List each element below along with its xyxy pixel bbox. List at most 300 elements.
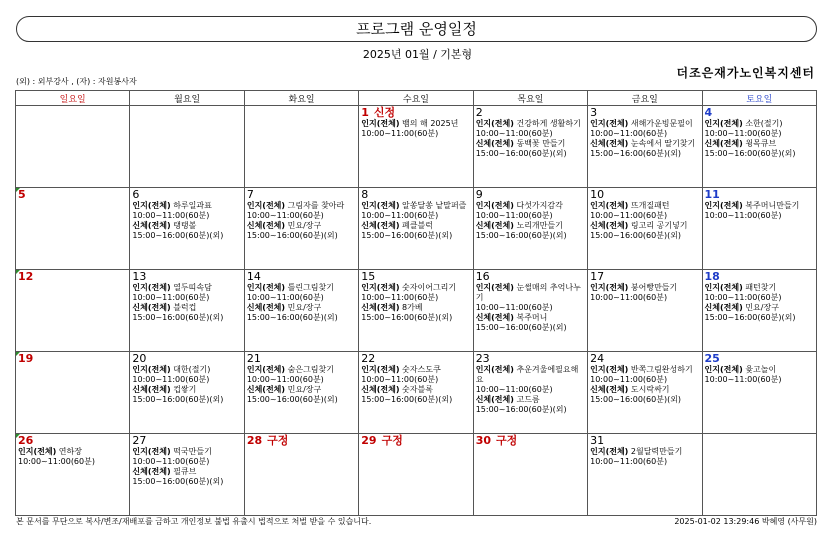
event-category: 인지(전체) (132, 283, 171, 292)
cell-corner-marker (16, 188, 20, 192)
day-number-text: 16 (475, 270, 490, 283)
event-name: 그림자를 찾아라 (287, 201, 345, 210)
day-number (361, 107, 470, 119)
event-category: 인지(전체) (704, 201, 743, 210)
event-category: 인지(전체) (590, 201, 629, 210)
event-category: 신체(전체) (132, 467, 171, 476)
event-title (476, 395, 585, 405)
event-category: 인지(전체) (18, 447, 57, 456)
event-category: 인지(전체) (590, 283, 629, 292)
event-title (590, 119, 699, 129)
day-number (590, 271, 699, 283)
event-name: 뱀의 해 2025년 (402, 119, 459, 128)
day-number (361, 435, 470, 447)
event-title (476, 139, 585, 149)
event-name: 연하장 (58, 447, 82, 456)
event-category: 신체(전체) (132, 303, 171, 312)
event-category: 신체(전체) (475, 221, 514, 230)
event-time: 15:00~16:00(60분)(외) (704, 313, 796, 322)
calendar-week-row (16, 352, 817, 434)
event-title (132, 467, 241, 477)
day-number-text: 5 (18, 188, 26, 201)
day-number (18, 189, 127, 201)
day-number (705, 271, 814, 283)
calendar-day-cell (473, 106, 587, 188)
event-name: 민요/장구 (287, 303, 322, 312)
event-name: 동백꽃 만들기 (516, 139, 566, 148)
event-title (590, 139, 699, 149)
event-title (476, 365, 585, 385)
event-title (590, 447, 699, 457)
footer-notice: 본 문서를 무단으로 복사/변조/재배포를 금하고 개인정보 불법 유출시 법적으로 처벌 받을 수 있습니다. (16, 517, 372, 526)
event-category: 인지(전체) (361, 201, 400, 210)
event-name: 블럭컵 (173, 303, 197, 312)
day-number-text: 20 (132, 352, 147, 365)
day-number-text: 31 (590, 434, 605, 447)
event-time: 15:00~16:00(60분)(외) (590, 231, 682, 240)
event-time: 10:00~11:00(60분) (246, 211, 324, 220)
calendar-day-cell (359, 352, 473, 434)
event-title (590, 365, 699, 375)
day-number (705, 353, 814, 365)
event-category: 신체(전체) (246, 221, 286, 230)
day-number (247, 271, 356, 283)
calendar-day-cell (130, 352, 244, 434)
event-title (132, 385, 241, 395)
calendar-day-cell (702, 352, 816, 434)
calendar-table (15, 90, 817, 516)
day-number (361, 353, 470, 365)
event-name: 열두띠속담 (173, 283, 212, 292)
calendar-week-row (16, 188, 817, 270)
event-time: 15:00~16:00(60분)(외) (132, 231, 224, 240)
event-category: 인지(전체) (704, 283, 743, 292)
weekday-thursday: 목요일 (473, 91, 587, 106)
event-title (590, 221, 699, 231)
calendar-day-cell (16, 434, 130, 516)
day-number-text: 25 (704, 352, 720, 365)
event-title (476, 283, 585, 303)
event-name: 도시락싸기 (630, 385, 670, 394)
event-name: 컵쌓기 (173, 385, 197, 394)
weekday-tuesday: 화요일 (244, 91, 358, 106)
day-number (476, 271, 585, 283)
footer-timestamp: 2025-01-02 13:29:46 박혜영 (사무원) (674, 517, 817, 526)
calendar-day-cell (130, 434, 244, 516)
calendar-week-row (16, 106, 817, 188)
event-time: 10:00~11:00(60분) (590, 457, 668, 466)
day-number (476, 435, 585, 447)
event-category: 인지(전체) (132, 447, 171, 456)
calendar-day-cell (588, 270, 702, 352)
day-number (705, 189, 814, 201)
day-number-text: 13 (132, 270, 147, 283)
event-category: 인지(전체) (704, 119, 743, 128)
event-category: 인지(전체) (246, 365, 286, 374)
day-number (590, 353, 699, 365)
event-time: 10:00~11:00(60분) (590, 129, 668, 138)
event-time: 10:00~11:00(60분) (132, 211, 210, 220)
event-time: 15:00~16:00(60분)(외) (361, 313, 453, 322)
calendar-day-cell (359, 270, 473, 352)
event-time: 10:00~11:00(60분) (704, 211, 782, 220)
event-time: 15:00~16:00(60분)(외) (590, 149, 682, 158)
holiday-label: 구정 (381, 434, 403, 447)
event-name: 숨은그림찾기 (287, 365, 334, 374)
calendar-day-cell (702, 188, 816, 270)
cell-corner-marker (16, 352, 20, 356)
day-number (132, 435, 241, 447)
event-time: 10:00~11:00(60분) (361, 293, 439, 302)
event-time: 10:00~11:00(60분) (704, 293, 782, 302)
event-title (705, 365, 814, 375)
calendar-day-cell (244, 434, 358, 516)
event-time: 15:00~16:00(60분)(외) (361, 231, 453, 240)
weekday-saturday: 토요일 (702, 91, 816, 106)
event-category: 신체(전체) (132, 385, 171, 394)
day-number (18, 435, 127, 447)
event-title (247, 365, 356, 375)
event-category: 인지(전체) (590, 365, 629, 374)
calendar-week-row (16, 270, 817, 352)
event-time: 15:00~16:00(60분)(외) (132, 395, 224, 404)
organization-name: 더조은재가노인복지센터 (676, 66, 815, 80)
calendar-day-cell (16, 188, 130, 270)
legend-text: (외) : 외부강사 , (자) : 자원봉사자 (16, 77, 137, 86)
day-number-text: 28 (246, 434, 263, 447)
event-time: 15:00~16:00(60분)(외) (590, 395, 682, 404)
day-number-text: 21 (246, 352, 261, 365)
day-number-text: 26 (18, 434, 34, 447)
event-title (132, 221, 241, 231)
event-category: 신체(전체) (590, 385, 629, 394)
calendar-day-cell (473, 188, 587, 270)
event-name: 민요/장구 (745, 303, 779, 312)
event-title (247, 201, 356, 211)
event-category: 신체(전체) (361, 385, 400, 394)
day-number (18, 271, 127, 283)
holiday-label: 구정 (267, 434, 289, 447)
event-name: 폐클블럭 (402, 221, 433, 230)
day-number-text: 9 (475, 188, 483, 201)
day-number (361, 189, 470, 201)
day-number-text: 7 (246, 188, 254, 201)
event-name: 하루일과표 (173, 201, 212, 210)
calendar-day-cell (244, 352, 358, 434)
calendar-day-cell (702, 434, 816, 516)
day-number (705, 107, 814, 119)
day-number-text: 1 (361, 106, 369, 119)
event-category: 인지(전체) (590, 119, 629, 128)
event-time: 10:00~11:00(60분) (132, 293, 210, 302)
event-title (132, 201, 241, 211)
day-number-text: 10 (590, 188, 605, 201)
calendar-day-cell (588, 434, 702, 516)
event-time: 10:00~11:00(60분) (18, 457, 95, 466)
event-category: 신체(전체) (704, 139, 743, 148)
event-time: 15:00~16:00(60분)(외) (475, 231, 567, 240)
page-title: 프로그램 운영일정 (16, 16, 817, 42)
day-number (590, 189, 699, 201)
event-time: 15:00~16:00(60분)(외) (475, 405, 567, 414)
event-name: 반쪽그림완성하기 (630, 365, 693, 374)
event-time: 15:00~16:00(60분)(외) (246, 395, 338, 404)
event-title (705, 119, 814, 129)
event-category: 신체(전체) (361, 221, 400, 230)
event-name: 복주머니 (516, 313, 548, 322)
calendar-day-cell (130, 188, 244, 270)
cell-corner-marker (16, 434, 20, 438)
day-number-text: 29 (361, 434, 377, 447)
day-number-text: 12 (18, 270, 34, 283)
event-title (590, 385, 699, 395)
event-title (705, 201, 814, 211)
event-name: 눈속에서 딸기찾기 (630, 139, 696, 148)
event-category: 신체(전체) (590, 139, 629, 148)
calendar-day-cell (130, 106, 244, 188)
holiday-label: 구정 (496, 434, 518, 447)
event-category: 신체(전체) (475, 395, 514, 404)
event-category: 인지(전체) (132, 201, 171, 210)
event-name: 숫자블록 (402, 385, 433, 394)
event-name: 대한(절기) (173, 365, 211, 374)
calendar-day-cell (16, 106, 130, 188)
cell-corner-marker (16, 270, 20, 274)
event-category: 신체(전체) (246, 303, 286, 312)
day-number-text: 15 (361, 270, 376, 283)
calendar-day-cell (702, 106, 816, 188)
event-time: 15:00~16:00(60분)(외) (132, 313, 224, 322)
event-time: 10:00~11:00(60분) (590, 293, 668, 302)
event-title (705, 139, 814, 149)
event-name: 탱탱볼 (173, 221, 197, 230)
event-name: 민요/장구 (287, 385, 322, 394)
day-number-text: 30 (475, 434, 491, 447)
calendar-day-cell (359, 434, 473, 516)
event-time: 15:00~16:00(60분)(외) (246, 313, 338, 322)
calendar-day-cell (130, 270, 244, 352)
calendar-day-cell (244, 270, 358, 352)
event-name: 노리개만들기 (516, 221, 563, 230)
event-title (247, 221, 356, 231)
event-time: 10:00~11:00(60분) (475, 211, 553, 220)
event-time: 10:00~11:00(60분) (475, 385, 553, 394)
day-number (18, 353, 127, 365)
event-title (476, 201, 585, 211)
event-time: 15:00~16:00(60분)(외) (704, 149, 796, 158)
event-title (705, 303, 814, 313)
event-time: 10:00~11:00(60분) (475, 303, 553, 312)
event-category: 신체(전체) (704, 303, 743, 312)
event-title (247, 283, 356, 293)
event-name: 복주머니만들기 (745, 201, 800, 210)
event-category: 신체(전체) (246, 385, 286, 394)
calendar-week-row (16, 434, 817, 516)
calendar-day-cell (16, 270, 130, 352)
event-title (361, 283, 470, 293)
calendar-day-cell (359, 106, 473, 188)
calendar-body (16, 106, 817, 516)
event-name: 새해가운빙문필이 (630, 119, 693, 128)
event-title (361, 201, 470, 211)
day-number (590, 107, 699, 119)
event-name: 2월달력만들기 (630, 447, 683, 456)
day-number-text: 27 (132, 434, 147, 447)
day-number-text: 11 (704, 188, 720, 201)
day-number-text: 2 (475, 106, 483, 119)
event-category: 인지(전체) (361, 283, 400, 292)
event-category: 신체(전체) (361, 303, 400, 312)
day-number-text: 8 (361, 188, 369, 201)
event-title (476, 313, 585, 323)
event-name: 붕어빵만들기 (630, 283, 678, 292)
calendar-day-cell (473, 270, 587, 352)
day-number (132, 353, 241, 365)
event-title (705, 283, 814, 293)
holiday-label: 신정 (373, 106, 396, 119)
event-time: 10:00~11:00(60분) (246, 293, 324, 302)
day-number (476, 107, 585, 119)
event-name: 숫자이어그리기 (402, 283, 457, 292)
event-category: 신체(전체) (590, 221, 629, 230)
weekday-sunday: 일요일 (16, 91, 130, 106)
event-time: 15:00~16:00(60분)(외) (475, 149, 567, 158)
day-number-text: 4 (704, 106, 713, 119)
event-title (476, 221, 585, 231)
event-title (361, 385, 470, 395)
calendar-day-cell (359, 188, 473, 270)
event-name: 민요/장구 (287, 221, 322, 230)
event-title (361, 365, 470, 375)
event-time: 10:00~11:00(60분) (361, 211, 439, 220)
event-title (132, 303, 241, 313)
event-time: 10:00~11:00(60분) (590, 211, 668, 220)
event-time: 10:00~11:00(60분) (246, 375, 324, 384)
day-number (476, 189, 585, 201)
event-time: 15:00~16:00(60분)(외) (132, 477, 224, 486)
day-number-text: 14 (246, 270, 261, 283)
event-time: 10:00~11:00(60분) (704, 375, 782, 384)
weekday-friday: 금요일 (588, 91, 702, 106)
event-name: 숫자스도쿠 (402, 365, 441, 374)
event-time: 10:00~11:00(60분) (475, 129, 553, 138)
day-number (132, 189, 241, 201)
event-category: 인지(전체) (132, 365, 171, 374)
event-title (361, 119, 470, 129)
event-name: 다섯가지감각 (516, 201, 563, 210)
day-number-text: 24 (590, 352, 605, 365)
calendar-day-cell (588, 352, 702, 434)
event-title (361, 221, 470, 231)
event-title (247, 303, 356, 313)
event-category: 인지(전체) (475, 119, 514, 128)
day-number-text: 18 (704, 270, 720, 283)
day-number (590, 435, 699, 447)
event-category: 인지(전체) (246, 201, 286, 210)
weekday-header-row (16, 91, 817, 106)
event-name: 뜨개질패턴 (630, 201, 670, 210)
event-title (18, 447, 127, 457)
event-category: 인지(전체) (475, 201, 514, 210)
event-name: 윙목큐브 (745, 139, 777, 148)
calendar-day-cell (473, 352, 587, 434)
event-name: 필큐브 (173, 467, 197, 476)
day-number (132, 271, 241, 283)
event-category: 인지(전체) (704, 365, 743, 374)
calendar-day-cell (702, 270, 816, 352)
event-category: 인지(전체) (361, 119, 400, 128)
event-category: 신체(전체) (475, 139, 514, 148)
event-name: 건강하게 생활하기 (516, 119, 581, 128)
day-number (247, 435, 356, 447)
event-time: 10:00~11:00(60분) (132, 457, 210, 466)
event-category: 인지(전체) (590, 447, 629, 456)
event-title (132, 283, 241, 293)
calendar-day-cell (16, 352, 130, 434)
event-category: 인지(전체) (475, 283, 514, 292)
day-number (361, 271, 470, 283)
event-time: 15:00~16:00(60분)(외) (475, 323, 567, 332)
event-name: 틀린그림찾기 (287, 283, 334, 292)
event-time: 10:00~11:00(60분) (132, 375, 210, 384)
calendar-day-cell (244, 106, 358, 188)
event-category: 인지(전체) (361, 365, 400, 374)
day-number (476, 353, 585, 365)
day-number-text: 17 (590, 270, 605, 283)
event-title (247, 385, 356, 395)
event-time: 10:00~11:00(60분) (704, 129, 782, 138)
calendar-day-cell (244, 188, 358, 270)
event-title (361, 303, 470, 313)
page-subtitle: 2025년 01월 / 기본형 (362, 48, 473, 61)
day-number (247, 189, 356, 201)
event-name: 고드름 (516, 395, 540, 404)
event-name: 눈썰매의 추억나누기 (475, 283, 581, 302)
event-name: 추운겨울에필요해요 (475, 365, 579, 384)
calendar-day-cell (588, 188, 702, 270)
event-name: 윷고놀이 (745, 365, 777, 374)
weekday-wednesday: 수요일 (359, 91, 473, 106)
day-number-text: 3 (590, 106, 598, 119)
event-time: 15:00~16:00(60분)(외) (361, 395, 453, 404)
event-title (590, 283, 699, 293)
event-category: 인지(전체) (246, 283, 286, 292)
event-name: 링고리 공기넣기 (630, 221, 688, 230)
event-name: 8가베 (402, 303, 423, 312)
day-number-text: 6 (132, 188, 140, 201)
event-category: 신체(전체) (475, 313, 514, 322)
event-time: 10:00~11:00(60분) (361, 129, 439, 138)
event-name: 소한(절기) (745, 119, 783, 128)
event-title (590, 201, 699, 211)
event-category: 인지(전체) (475, 365, 514, 374)
event-name: 알쏭달쏭 낱말퍼즐 (402, 201, 467, 210)
event-title (132, 365, 241, 375)
event-name: 떡국만들기 (173, 447, 212, 456)
event-title (132, 447, 241, 457)
event-time: 10:00~11:00(60분) (590, 375, 668, 384)
day-number-text: 23 (475, 352, 490, 365)
weekday-monday: 월요일 (130, 91, 244, 106)
calendar-day-cell (588, 106, 702, 188)
day-number-text: 22 (361, 352, 376, 365)
event-time: 10:00~11:00(60분) (361, 375, 439, 384)
event-time: 15:00~16:00(60분)(외) (246, 231, 338, 240)
event-title (476, 119, 585, 129)
calendar-day-cell (473, 434, 587, 516)
day-number-text: 19 (18, 352, 34, 365)
event-category: 신체(전체) (132, 221, 171, 230)
